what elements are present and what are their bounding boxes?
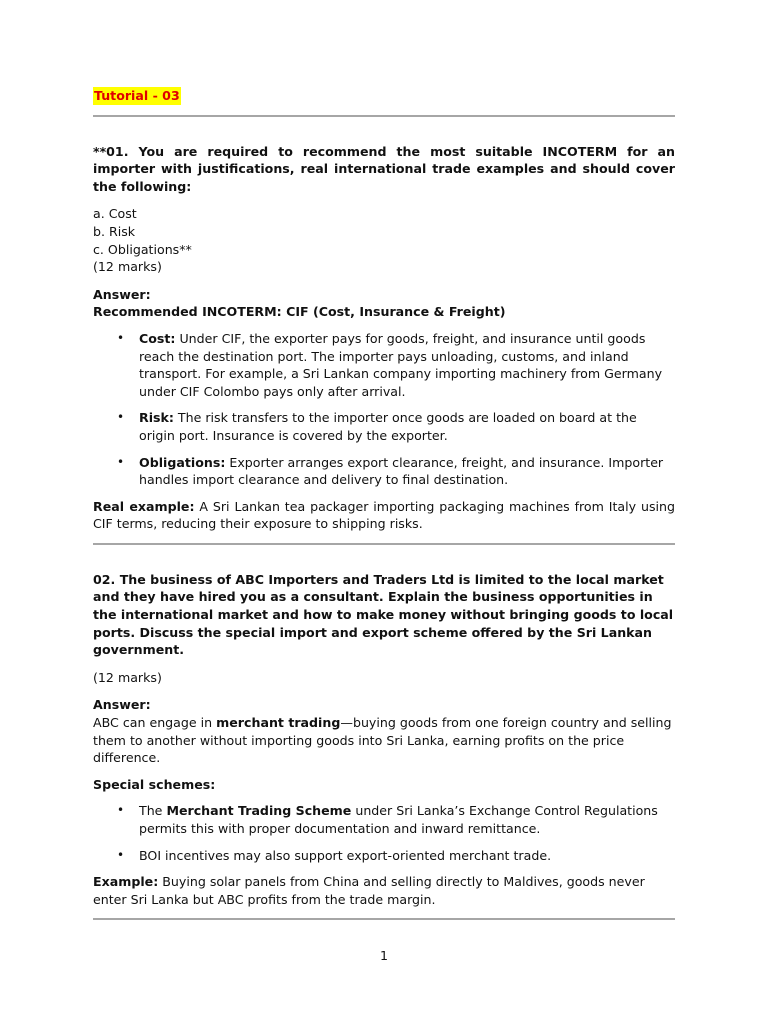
tutorial-title-text: Tutorial - 03 [94, 88, 180, 103]
real-example-text: A Sri Lankan tea packager importing packaging machines from Italy using CIF terms, reducing their exposure to shipping risks. [93, 498, 675, 532]
bullet-text: Exporter arranges export clearance, freight, and insurance. Importer handles import clearance and delivery to final destination. [139, 454, 664, 488]
answer-label: Answer: [93, 697, 151, 713]
scheme-2-text: BOI incentives may also support export-oriented merchant trade. [139, 847, 552, 863]
question-1-marks: (12 marks) [93, 259, 162, 275]
bullet-risk [93, 409, 675, 444]
section-divider [93, 918, 675, 920]
bullet-icon: • [117, 803, 125, 818]
real-example [93, 498, 675, 533]
bullet-text: The risk transfers to the importer once goods are loaded on board at the origin port. Insurance is covered by the exporter. [139, 410, 637, 443]
tutorial-title [93, 87, 675, 105]
bullet-icon: • [117, 330, 125, 345]
recommended-incoterm: Recommended INCOTERM: CIF (Cost, Insurance & Freight) [93, 304, 506, 320]
bullet-merchant-trading-scheme [93, 802, 675, 837]
example-2-label: Example: [93, 874, 159, 890]
scheme-1-post: under Sri Lanka’s Exchange Control Regulations permits this with proper documentation and inward remittance. [139, 803, 658, 836]
section-divider [93, 543, 675, 545]
question-2-text: 02. The business of ABC Importers and Traders Ltd is limited to the local market and they have hired you as a consultant. Explain the business opportunities in the international market and how to make money without bringing goods to local ports. Discuss the special import and export scheme offered by the Sri Lankan government. [93, 571, 674, 658]
bullet-obligations [93, 454, 675, 489]
example-2 [93, 873, 675, 908]
bullet-boi-incentives [93, 847, 675, 865]
bullet-icon: • [117, 847, 125, 862]
question-2-marks: (12 marks) [93, 669, 162, 685]
question-1-item-cost: a. Cost [93, 206, 137, 222]
answer-1-bullets [93, 330, 675, 489]
section-divider [93, 115, 675, 117]
question-1-text: **01. You are required to recommend the most suitable INCOTERM for an importer with justifications, real international trade examples and should cover the following: [93, 143, 675, 194]
bullet-cost [93, 330, 675, 400]
question-1-item-risk: b. Risk [93, 223, 136, 239]
special-schemes-label: Special schemes: [93, 776, 216, 792]
scheme-1-bold: Merchant Trading Scheme [166, 803, 352, 819]
bullet-icon: • [117, 454, 125, 469]
bullet-icon: • [117, 410, 125, 425]
question-2 [93, 571, 675, 909]
answer-2-post: —buying goods from one foreign country and selling them to another without importing goods into Sri Lanka, earning profits on the price difference. [93, 715, 672, 766]
question-1 [93, 143, 675, 533]
example-2-text: Buying solar panels from China and selling directly to Maldives, goods never enter Sri Lanka but ABC profits from the trade margin. [93, 874, 645, 907]
page-number: 1 [379, 948, 388, 963]
bullet-label: Obligations: [139, 454, 226, 470]
answer-2-text [93, 714, 675, 767]
bullet-text: Under CIF, the exporter pays for goods, freight, and insurance until goods reach the destination port. The importer pays unloading, customs, and inland transport. For example, a Sri Lankan company importing machinery from Germany under CIF Colombo pays only after arrival. [139, 330, 663, 399]
question-1-item-obligations: c. Obligations** [93, 241, 192, 257]
document-page [93, 87, 675, 920]
answer-label: Answer: [93, 286, 151, 302]
answer-2-bullets [93, 802, 675, 864]
bullet-label: Risk: [139, 410, 174, 426]
answer-2-bold: merchant trading [216, 715, 341, 731]
bullet-label: Cost: [139, 330, 176, 346]
real-example-label: Real example: [93, 498, 195, 514]
question-1-items [93, 205, 675, 275]
scheme-1-pre: The [139, 803, 167, 819]
answer-2-pre: ABC can engage in [93, 715, 217, 731]
